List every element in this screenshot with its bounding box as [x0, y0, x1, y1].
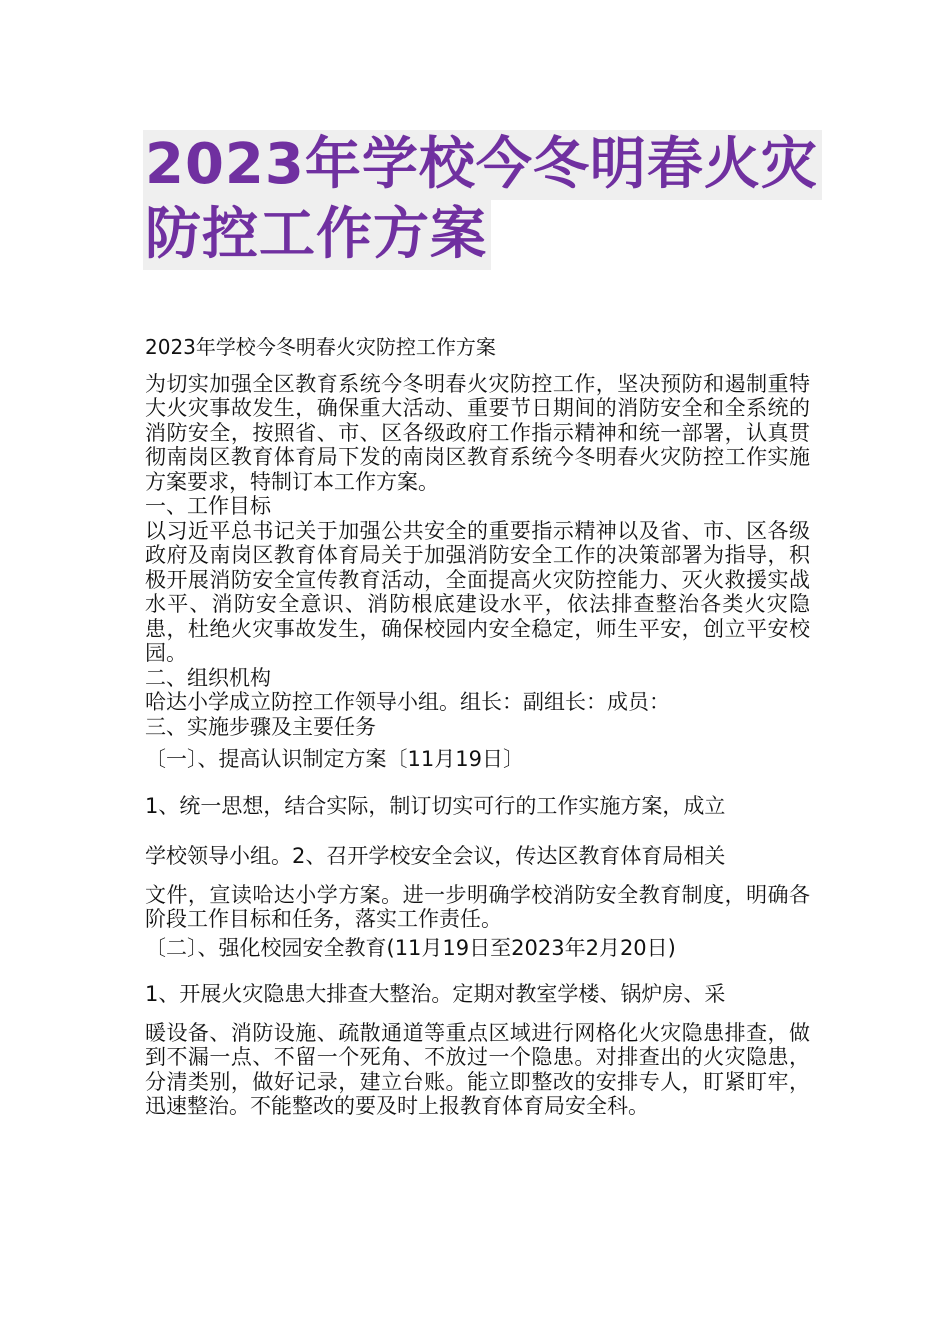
- section-1-body: 以习近平总书记关于加强公共安全的重要指示精神以及省、市、区各级政府及南岗区教育体育局关于加强消防安全工作的决策部署为指导，积极开展消防安全宣传教育活动，全面提高火灾防控能力、灭火救援实战水平、消防安全意识、消防根底建设水平，依法排查整治各类火灾隐患，杜绝火灾事故发生，确保校园内安全稳定，师生平安，创立平安校园。: [145, 518, 810, 665]
- step-1-paragraph-3: 文件，宣读哈达小学方案。进一步明确学校消防安全教育制度，明确各阶段工作目标和任务，落实工作责任。: [145, 882, 810, 931]
- step-2-heading: 〔二〕、强化校园安全教育(11月19日至2023年2月20日): [145, 935, 676, 960]
- section-2-body: 哈达小学成立防控工作领导小组。组长：副组长：成员：: [145, 690, 670, 714]
- step-2-paragraph-1: 1、开展火灾隐患大排查大整治。定期对教室学楼、锅炉房、采: [145, 982, 726, 1006]
- title-line-2: 防控工作方案: [143, 200, 491, 270]
- step-2-paragraph-2: 暖设备、消防设施、疏散通道等重点区域进行网格化火灾隐患排查，做到不漏一点、不留一个死角、不放过一个隐患。对排查出的火灾隐患，分清类别，做好记录，建立台账。能立即整改的安排专人，盯紧盯牢，迅速整治。不能整改的要及时上报教育体育局安全科。: [145, 1020, 810, 1118]
- title-line-1: 2023年学校今冬明春火灾: [143, 130, 822, 200]
- step-1-heading: 〔一〕、提高认识制定方案〔11月19日〕: [145, 747, 524, 771]
- intro-paragraph: 为切实加强全区教育系统今冬明春火灾防控工作，坚决预防和遏制重特大火灾事故发生，确保重大活动、重要节日期间的消防安全和全系统的消防安全，按照省、市、区各级政府工作指示精神和统一部署，认真贯彻南岗区教育体育局下发的南岗区教育系统今冬明春火灾防控工作实施方案要求，特制订本工作方案。: [145, 371, 810, 494]
- document-title: [143, 130, 823, 270]
- document-body: [145, 335, 810, 1119]
- section-2-heading: 二、组织机构: [145, 665, 271, 690]
- step-1-paragraph-2: 学校领导小组。2、召开学校安全会议，传达区教育体育局相关: [145, 844, 726, 868]
- document-subtitle: 2023年学校今冬明春火灾防控工作方案: [145, 335, 496, 359]
- step-1-paragraph-1: 1、统一思想，结合实际，制订切实可行的工作实施方案，成立: [145, 793, 726, 818]
- section-3-heading: 三、实施步骤及主要任务: [145, 714, 376, 739]
- section-1-heading: 一、工作目标: [145, 494, 271, 518]
